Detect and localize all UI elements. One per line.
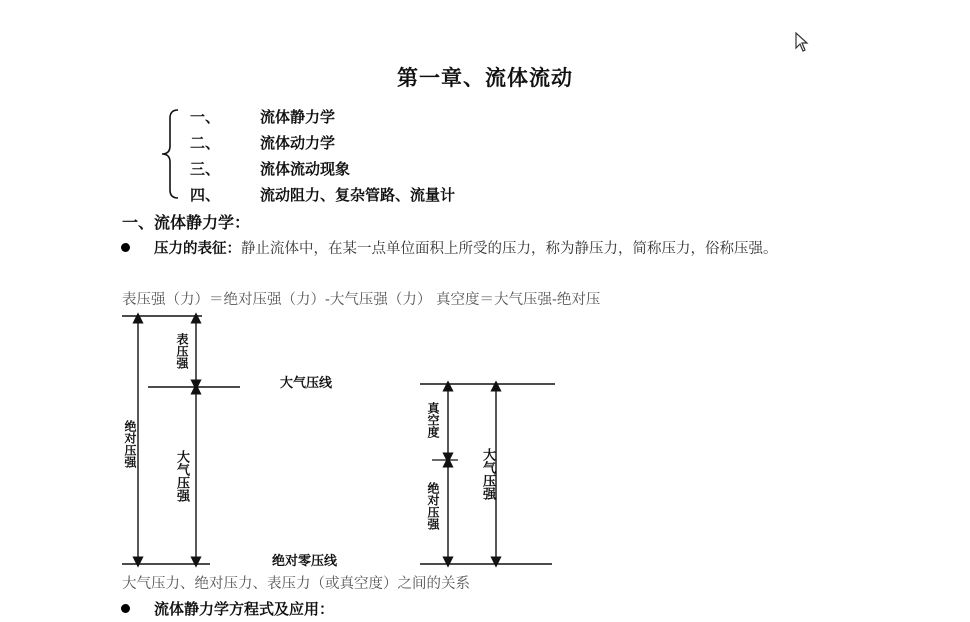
toc-item — [190, 132, 335, 153]
toc-label: 流动阻力、复杂管路、流量计 — [260, 186, 456, 204]
brace-icon — [158, 108, 180, 200]
label-atm-pressure-left: 大气压强 — [174, 450, 189, 502]
label-zero-line: 绝对零压线 — [272, 554, 338, 569]
page-title: 第一章、流体流动 — [397, 66, 573, 90]
toc-label: 流体流动现象 — [260, 160, 351, 178]
label-gauge-pressure: 表压强 — [175, 333, 189, 369]
bullet-icon — [121, 604, 130, 613]
pressure-definition-text: 静止流体中，在某一点单位面积上所受的压力，称为静压力，简称压力，俗称压强。 — [241, 241, 778, 257]
section-heading: 一、流体静力学： — [122, 213, 251, 232]
label-atm-line: 大气压线 — [280, 376, 333, 391]
toc-label: 流体静力学 — [260, 108, 336, 126]
subsection-heading: 流体静力学方程式及应用： — [154, 600, 335, 618]
pressure-term: 压力的表征： — [154, 241, 241, 257]
label-atm-pressure-right: 大气压强 — [480, 448, 495, 500]
label-vacuum: 真空度 — [426, 402, 440, 438]
label-absolute-pressure-right: 绝对压强 — [426, 482, 440, 530]
bullet-icon — [121, 243, 130, 252]
toc-item — [190, 158, 350, 179]
toc-item — [190, 184, 455, 205]
pressure-formula: 表压强（力）＝绝对压强（力）-大气压强（力） 真空度＝大气压强-绝对压 — [122, 292, 601, 308]
diagram-caption: 大气压力、绝对压力、表压力（或真空度）之间的关系 — [122, 576, 470, 592]
mouse-cursor-icon — [795, 32, 809, 56]
toc-number: 三、 — [190, 160, 221, 178]
pressure-definition — [154, 237, 854, 262]
toc-number: 二、 — [190, 134, 221, 152]
toc-item — [190, 106, 335, 127]
toc-number: 一、 — [190, 108, 221, 126]
toc-label: 流体动力学 — [260, 134, 336, 152]
toc-number: 四、 — [190, 186, 221, 204]
label-absolute-pressure-left: 绝对压强 — [123, 420, 137, 468]
